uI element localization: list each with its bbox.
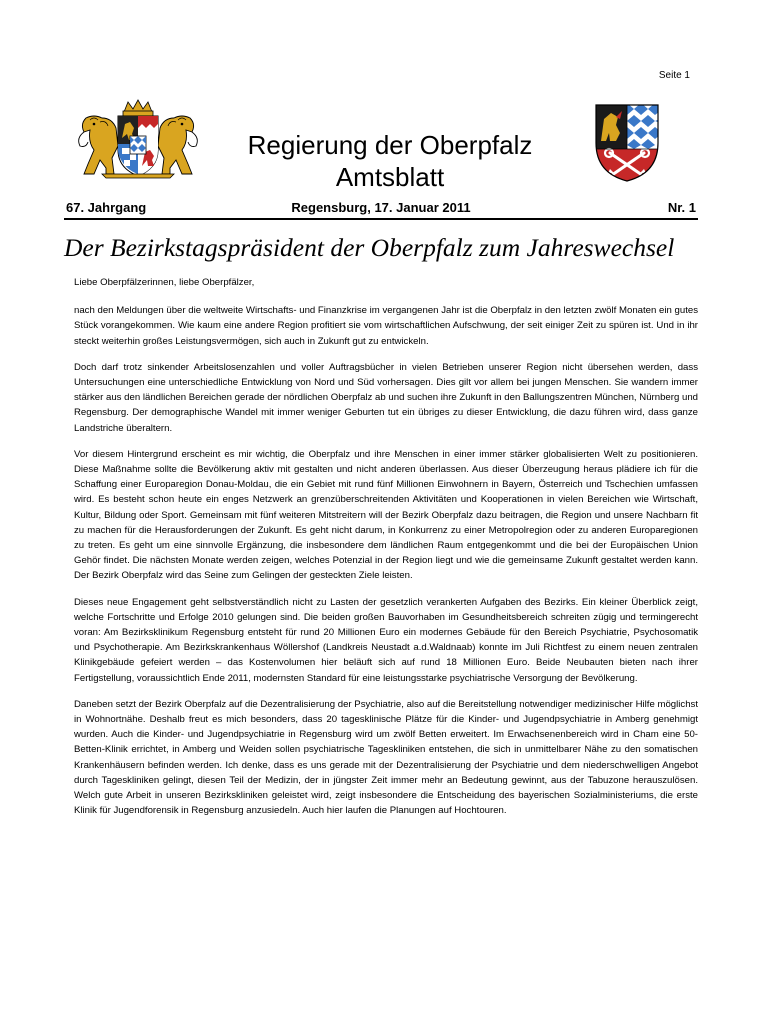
article-salutation: Liebe Oberpfälzerinnen, liebe Oberpfälzer, — [74, 277, 255, 288]
article-paragraph-5: Daneben setzt der Bezirk Oberpfalz auf die Dezentralisierung der Psychiatrie, also auf die Bereitstellung notwendiger medizinischer Hilfe möglichst in Wohnortnähe. Deshalb freut es mich besonders, dass 20 tagesklinische Plätze für die Kinder- und Jugendpsychiatrie in Amberg genehmigt wurden. Auch die Kinder- und Jugendpsychiatrie in Regensburg wird um zwölf Betten erweitert. Im Erwachsenenbereich wird in Cham eine 50-Betten-Klinik errichtet, in Amberg und Weiden sollen psychiatrische Tageskliniken entstehen, die sich in unmittelbarer Nähe zu den somatischen Krankenhäusern befinden werden. Ich denke, dass es uns gerade mit der Dezentralisierung der Psychiatrie und dem niederschwelligen Angebot durch Tageskliniken gelingt, diesen Teil der Medizin, der in jüngster Zeit immer mehr an Bedeutung gewinnt, aus der Tabuzone herauszulösen. Welch gute Arbeit in unseren Bezirkskliniken geleistet wird, zeigt insbesondere die Entscheidung des bayerischen Sozialministeriums, die erste Klinik für Jugendforensik in Regensburg anzusiedeln. Auch hier laufen die Planungen auf Hochtouren. — [74, 698, 698, 817]
volume-label: 67. Jahrgang — [66, 200, 147, 215]
issue-info-bar — [64, 198, 698, 220]
issue-number: Nr. 1 — [667, 200, 696, 215]
article-paragraph-3: Vor diesem Hintergrund erscheint es mir wichtig, die Oberpfalz und ihre Menschen in einer immer stärker globalisierten Welt zu positionieren. Diese Maßnahme sollte die Bevölkerung aktiv mit gestalten und nicht anderen überlassen. Aus dieser Überzeugung heraus plädiere ich für die Schaffung einer Europaregion Donau-Moldau, die ein Gebiet mit rund fünf Millionen Einwohnern in Bayern, Österreich und Tschechien umfassen wird. Es besteht schon heute ein enges Netzwerk an grenzüberschreitenden Aktivitäten und Kooperationen in vielen Bereichen wie Wirtschaft, Kultur, Bildung oder Sport. Gemeinsam mit fünf weiteren Mitstreitern will der Bezirk Oberpfalz dazu beitragen, die Region und unsere Nachbarn fit zu machen für die Herausforderungen der Zukunft. Es geht nicht darum, in Konkurrenz zu einer Metropolregion oder zu anderen Europaregionen zu treten. Es geht um eine sinnvolle Ergänzung, die insbesondere dem ländlichen Raum entgegenkommt und die bei der Europäischen Union Gehör findet. Die nächsten Monate werden zeigen, welches Potenzial in der Region liegt und wie die gemeinsame Zukunft gestaltet werden kann. Der Bezirk Oberpfalz wird das Seine zum Gelingen der gesteckten Ziele leisten. — [74, 448, 698, 582]
article-paragraph-4: Dieses neue Engagement geht selbstverständlich nicht zu Lasten der gesetzlich verankerten Aufgaben des Bezirks. Ein kleiner Überblick zeigt, welche Fortschritte und Erfolge 2010 gelungen sind. Die beiden großen Bauvorhaben im Gesundheitsbereich schreiten zügig und termingerecht voran: Am Bezirksklinikum Regensburg entsteht für rund 20 Millionen Euro ein modernes Gebäude für den Bereich Psychiatrie, Psychosomatik und Psychotherapie. Am Bezirkskrankenhaus Wöllershof (Landkreis Neustadt a.d.Waldnaab) konnte im Juli Richtfest zu einem neuen zentralen Klinikgebäude gefeiert werden – das Kostenvolumen hier beläuft sich auf rund 18 Millionen Euro. Beide Neubauten bieten nach ihrer Fertigstellung, voraussichtlich Ende 2011, modernsten Standard für eine leistungsstarke psychiatrische Versorgung der Bevölkerung. — [74, 596, 698, 684]
article-paragraph-2: Doch darf trotz sinkender Arbeitslosenzahlen und voller Auftragsbücher in vielen Betrieben unserer Region nicht übersehen werden, dass Untersuchungen eine unterschiedliche Entwicklung von Nord und Süd vorhersagen. Dies gilt vor allem bei jungen Menschen. Sie wandern immer stärker aus den ländlichen Bereichen gerade der nördlichen Oberpfalz ab und suchen ihre Zukunft in den Ballungszentren München, Nürnberg und Regensburg. Der demographische Wandel mit immer weniger Geburten tut ein übriges zu dieser Entwicklung, die dazu führen wird, dass ganze Landstriche überaltern. — [74, 361, 698, 434]
publication-title — [200, 129, 580, 193]
page-number: Seite 1 — [658, 70, 690, 81]
article-headline: Der Bezirkstagspräsident der Oberpfalz zum Jahreswechsel — [64, 233, 675, 262]
publication-title-line1: Regierung der Oberpfalz — [247, 130, 533, 161]
article-body — [74, 275, 698, 830]
publication-title-line2: Amtsblatt — [335, 162, 445, 193]
bavarian-state-coat-of-arms-icon — [72, 98, 204, 180]
oberpfalz-district-coat-of-arms-icon — [594, 103, 660, 183]
article-paragraph-1: nach den Meldungen über die weltweite Wirtschafts- und Finanzkrise im vergangenen Jahr ist die Oberpfalz in den letzten zwölf Monaten ein gutes Stück vorangekommen. Wie kaum eine andere Region profitiert sie vom wirtschaftlichen Aufschwung, der seit einiger Zeit zu spüren ist. Und in ihr steckt weiterhin großes Leistungsvermögen, sich auch in Zukunft gut zu entwickeln. — [74, 305, 698, 347]
issue-date: Regensburg, 17. Januar 2011 — [291, 200, 471, 215]
